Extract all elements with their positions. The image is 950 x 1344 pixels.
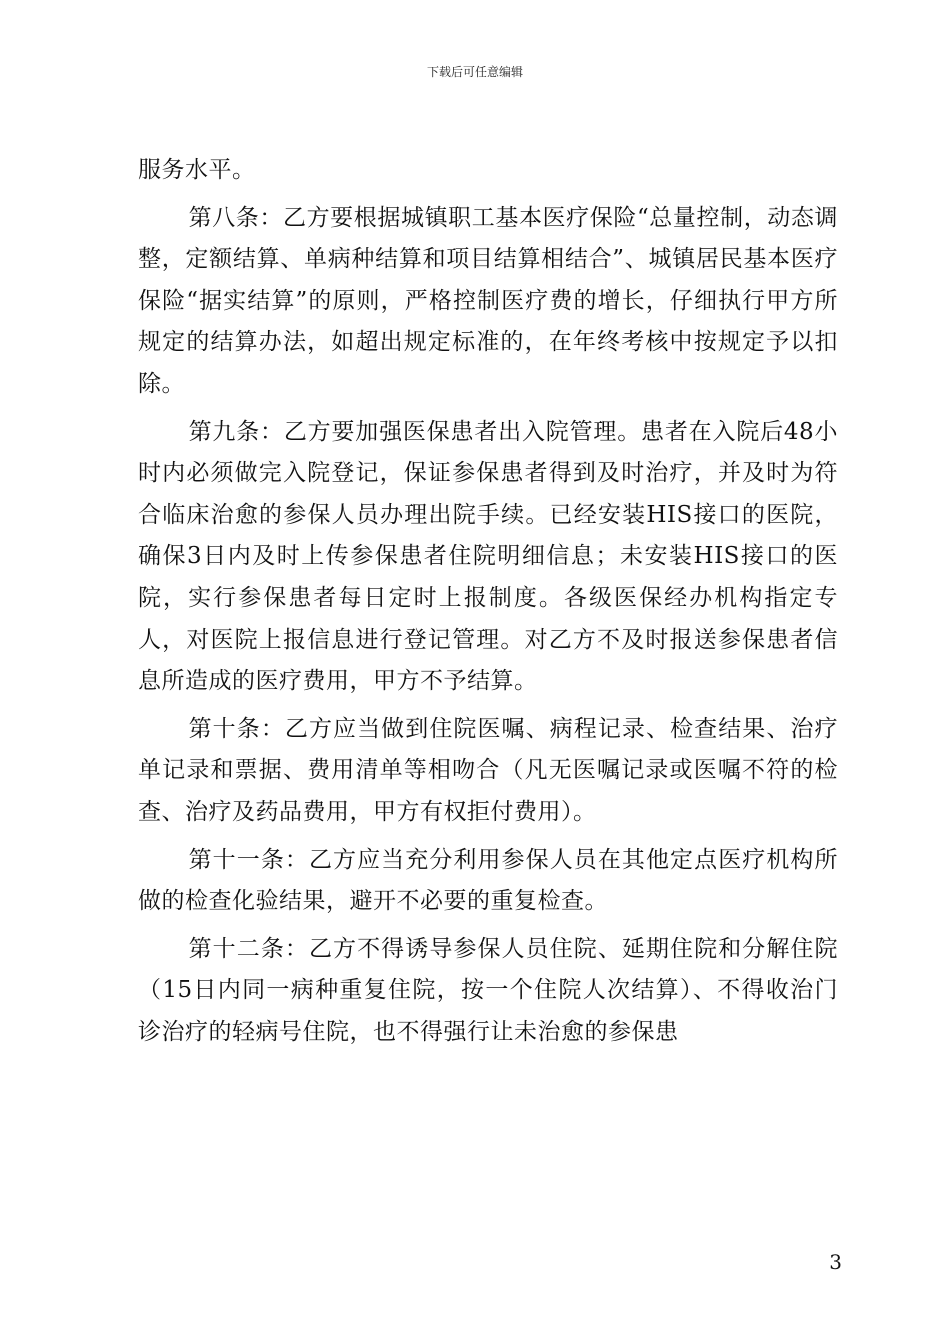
- paragraph-article-11: 第十一条：乙方应当充分利用参保人员在其他定点医疗机构所做的检查化验结果，避开不必要的重复检查。: [138, 846, 838, 915]
- document-body: [138, 150, 838, 1053]
- paragraph-article-8: 第八条：乙方要根据城镇职工基本医疗保险“总量控制，动态调整，定额结算、单病种结算和项目结算相结合”、城镇居民基本医疗保险“据实结算”的原则，严格控制医疗费的增长，仔细执行甲方所规定的结算办法，如超出规定标准的，在年终考核中按规定予以扣除。: [138, 204, 838, 397]
- paragraph-article-12: 第十二条：乙方不得诱导参保人员住院、延期住院和分解住院（15日内同一病种重复住院，按一个住院人次结算）、不得收治门诊治疗的轻病号住院，也不得强行让未治愈的参保患: [138, 935, 838, 1045]
- page-number: 3: [829, 1250, 842, 1274]
- page-header: 下载后可任意编辑: [426, 65, 523, 79]
- paragraph-article-10: 第十条：乙方应当做到住院医嘱、病程记录、检查结果、治疗单记录和票据、费用清单等相吻合（凡无医嘱记录或医嘱不符的检查、治疗及药品费用，甲方有权拒付费用）。: [138, 715, 838, 825]
- paragraph-article-9: 第九条：乙方要加强医保患者出入院管理。患者在入院后48小时内必须做完入院登记，保证参保患者得到及时治疗，并及时为符合临床治愈的参保人员办理出院手续。已经安装HIS接口的医院，确保3日内及时上传参保患者住院明细信息；未安装HIS接口的医院，实行参保患者每日定时上报制度。各级医保经办机构指定专人，对医院上报信息进行登记管理。对乙方不及时报送参保患者信息所造成的医疗费用，甲方不予结算。: [138, 418, 838, 695]
- paragraph-continuation: 服务水平。: [138, 157, 256, 183]
